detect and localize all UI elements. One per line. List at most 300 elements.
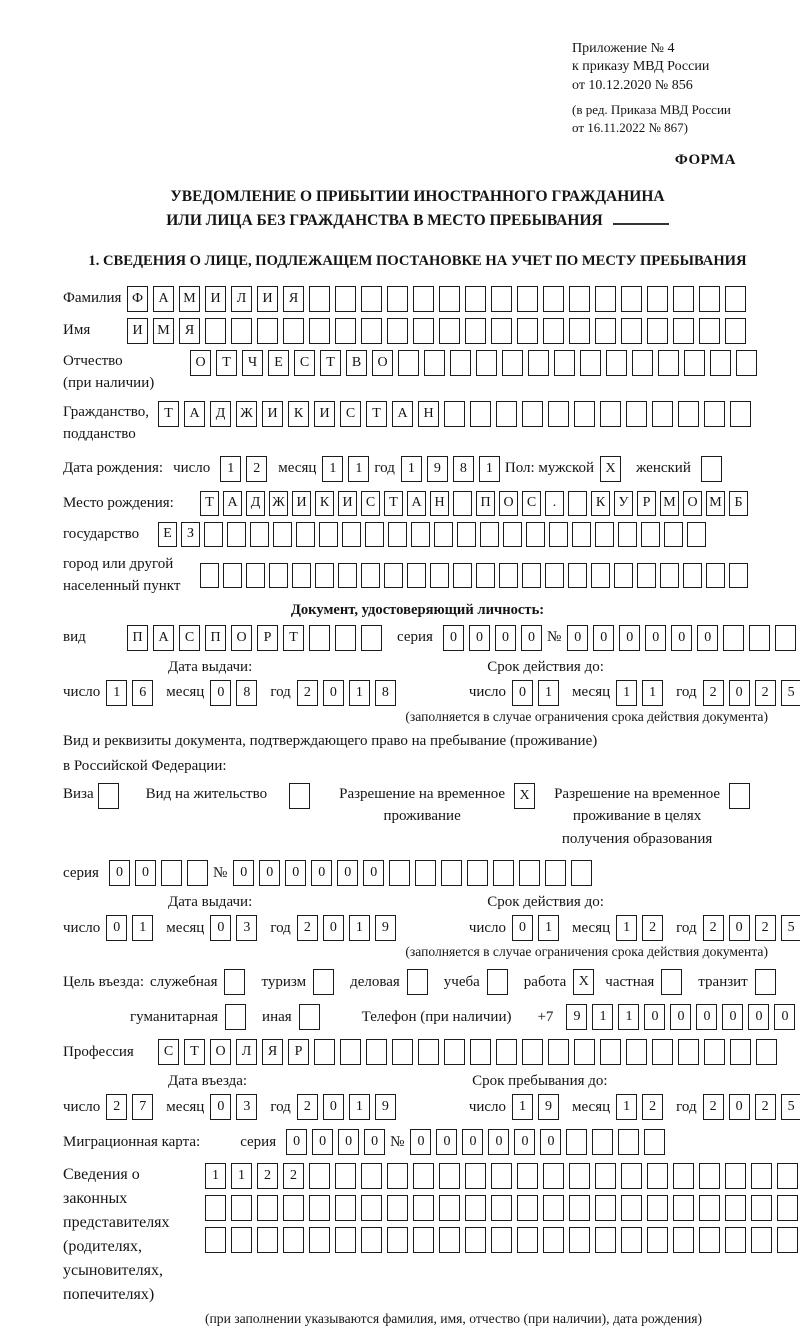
char-cell[interactable] xyxy=(522,1039,543,1065)
char-cell[interactable]: 2 xyxy=(257,1163,278,1189)
char-cell[interactable] xyxy=(621,318,642,344)
char-cell[interactable]: Р xyxy=(288,1039,309,1065)
char-cell[interactable] xyxy=(621,1227,642,1253)
char-cell[interactable] xyxy=(678,1039,699,1065)
char-cell[interactable]: В xyxy=(346,350,367,376)
char-cell[interactable]: 0 xyxy=(436,1129,457,1155)
char-cell[interactable] xyxy=(756,1039,777,1065)
char-cell[interactable] xyxy=(335,625,356,651)
char-cell[interactable]: Я xyxy=(179,318,200,344)
char-cell[interactable]: 2 xyxy=(106,1094,127,1120)
char-cell[interactable] xyxy=(545,860,566,886)
birth-place-city-field[interactable] xyxy=(200,563,752,588)
char-cell[interactable] xyxy=(450,350,471,376)
char-cell[interactable] xyxy=(725,1195,746,1221)
char-cell[interactable] xyxy=(444,1039,465,1065)
char-cell[interactable] xyxy=(465,1163,486,1189)
char-cell[interactable] xyxy=(299,1004,320,1030)
char-cell[interactable]: 0 xyxy=(311,860,332,886)
char-cell[interactable]: Н xyxy=(418,401,439,427)
char-cell[interactable] xyxy=(647,1227,668,1253)
char-cell[interactable] xyxy=(491,286,512,312)
char-cell[interactable] xyxy=(231,318,252,344)
char-cell[interactable] xyxy=(574,401,595,427)
char-cell[interactable] xyxy=(387,1227,408,1253)
char-cell[interactable]: 0 xyxy=(593,625,614,651)
char-cell[interactable] xyxy=(204,522,223,547)
char-cell[interactable] xyxy=(519,860,540,886)
char-cell[interactable]: . xyxy=(545,491,564,516)
char-cell[interactable]: Т xyxy=(216,350,237,376)
char-cell[interactable]: М xyxy=(706,491,725,516)
char-cell[interactable]: 0 xyxy=(671,625,692,651)
char-cell[interactable] xyxy=(491,318,512,344)
char-cell[interactable] xyxy=(569,1163,590,1189)
char-cell[interactable] xyxy=(499,563,518,588)
char-cell[interactable]: 0 xyxy=(696,1004,717,1030)
char-cell[interactable] xyxy=(502,350,523,376)
char-cell[interactable]: И xyxy=(292,491,311,516)
char-cell[interactable] xyxy=(614,563,633,588)
stay-year-field[interactable] xyxy=(703,1094,800,1120)
char-cell[interactable] xyxy=(387,286,408,312)
char-cell[interactable]: 2 xyxy=(297,915,318,941)
char-cell[interactable] xyxy=(441,860,462,886)
char-cell[interactable] xyxy=(457,522,476,547)
char-cell[interactable] xyxy=(569,1227,590,1253)
char-cell[interactable] xyxy=(361,1163,382,1189)
char-cell[interactable] xyxy=(647,286,668,312)
char-cell[interactable] xyxy=(231,1227,252,1253)
char-cell[interactable] xyxy=(389,860,410,886)
char-cell[interactable] xyxy=(595,1227,616,1253)
char-cell[interactable]: М xyxy=(660,491,679,516)
doc-issue-year-field[interactable] xyxy=(297,680,401,706)
char-cell[interactable] xyxy=(730,401,751,427)
char-cell[interactable]: А xyxy=(184,401,205,427)
char-cell[interactable] xyxy=(777,1163,798,1189)
birth-day-field[interactable] xyxy=(220,456,272,482)
char-cell[interactable] xyxy=(704,401,725,427)
char-cell[interactable]: 0 xyxy=(259,860,280,886)
char-cell[interactable]: И xyxy=(257,286,278,312)
char-cell[interactable]: Ж xyxy=(269,491,288,516)
char-cell[interactable]: 1 xyxy=(322,456,343,482)
char-cell[interactable] xyxy=(545,563,564,588)
char-cell[interactable] xyxy=(225,1004,246,1030)
char-cell[interactable]: 1 xyxy=(349,1094,370,1120)
char-cell[interactable] xyxy=(548,401,569,427)
char-cell[interactable]: 0 xyxy=(462,1129,483,1155)
char-cell[interactable]: 2 xyxy=(755,680,776,706)
entry-day-field[interactable] xyxy=(106,1094,158,1120)
char-cell[interactable] xyxy=(647,1163,668,1189)
char-cell[interactable] xyxy=(644,1129,665,1155)
char-cell[interactable] xyxy=(652,401,673,427)
char-cell[interactable] xyxy=(699,1227,720,1253)
char-cell[interactable] xyxy=(439,318,460,344)
char-cell[interactable] xyxy=(699,286,720,312)
char-cell[interactable] xyxy=(361,625,382,651)
char-cell[interactable] xyxy=(517,1227,538,1253)
char-cell[interactable]: Т xyxy=(158,401,179,427)
char-cell[interactable]: 0 xyxy=(512,915,533,941)
char-cell[interactable] xyxy=(595,286,616,312)
char-cell[interactable] xyxy=(335,318,356,344)
char-cell[interactable]: 2 xyxy=(642,915,663,941)
char-cell[interactable]: М xyxy=(153,318,174,344)
citizenship-field[interactable] xyxy=(158,401,756,427)
char-cell[interactable]: С xyxy=(340,401,361,427)
char-cell[interactable]: П xyxy=(127,625,148,651)
char-cell[interactable] xyxy=(407,563,426,588)
char-cell[interactable] xyxy=(257,1195,278,1221)
char-cell[interactable]: О xyxy=(231,625,252,651)
char-cell[interactable] xyxy=(673,318,694,344)
char-cell[interactable]: 1 xyxy=(616,915,637,941)
char-cell[interactable]: 0 xyxy=(337,860,358,886)
legal-reps-field-row2[interactable] xyxy=(205,1195,800,1221)
char-cell[interactable] xyxy=(392,1039,413,1065)
char-cell[interactable]: О xyxy=(683,491,702,516)
char-cell[interactable]: 0 xyxy=(323,915,344,941)
char-cell[interactable] xyxy=(664,522,683,547)
char-cell[interactable]: С xyxy=(361,491,380,516)
char-cell[interactable]: У xyxy=(614,491,633,516)
char-cell[interactable]: 0 xyxy=(514,1129,535,1155)
char-cell[interactable] xyxy=(528,350,549,376)
char-cell[interactable] xyxy=(621,1195,642,1221)
char-cell[interactable] xyxy=(621,1163,642,1189)
char-cell[interactable]: X xyxy=(514,783,535,809)
char-cell[interactable] xyxy=(503,522,522,547)
char-cell[interactable] xyxy=(595,1195,616,1221)
purpose-tourism-checkbox[interactable] xyxy=(313,969,339,995)
res-valid-day-field[interactable] xyxy=(512,915,564,941)
char-cell[interactable] xyxy=(480,522,499,547)
char-cell[interactable] xyxy=(543,1163,564,1189)
char-cell[interactable] xyxy=(725,1227,746,1253)
char-cell[interactable]: З xyxy=(181,522,200,547)
char-cell[interactable] xyxy=(652,1039,673,1065)
doc-valid-month-field[interactable] xyxy=(616,680,668,706)
char-cell[interactable]: 0 xyxy=(323,680,344,706)
char-cell[interactable] xyxy=(439,286,460,312)
char-cell[interactable] xyxy=(470,401,491,427)
entry-month-field[interactable] xyxy=(210,1094,262,1120)
legal-reps-field-row1[interactable] xyxy=(205,1163,800,1189)
char-cell[interactable] xyxy=(289,783,310,809)
char-cell[interactable] xyxy=(476,350,497,376)
char-cell[interactable]: 6 xyxy=(132,680,153,706)
char-cell[interactable] xyxy=(580,350,601,376)
char-cell[interactable] xyxy=(309,286,330,312)
char-cell[interactable] xyxy=(361,563,380,588)
char-cell[interactable] xyxy=(730,1039,751,1065)
char-cell[interactable] xyxy=(543,286,564,312)
char-cell[interactable]: И xyxy=(262,401,283,427)
char-cell[interactable]: Р xyxy=(257,625,278,651)
char-cell[interactable] xyxy=(98,783,119,809)
res-valid-year-field[interactable] xyxy=(703,915,800,941)
purpose-humanitarian-checkbox[interactable] xyxy=(225,1004,251,1030)
char-cell[interactable]: 3 xyxy=(236,915,257,941)
char-cell[interactable]: 0 xyxy=(645,625,666,651)
char-cell[interactable]: Т xyxy=(283,625,304,651)
char-cell[interactable] xyxy=(673,286,694,312)
char-cell[interactable]: О xyxy=(499,491,518,516)
char-cell[interactable] xyxy=(200,563,219,588)
char-cell[interactable]: 0 xyxy=(774,1004,795,1030)
char-cell[interactable] xyxy=(595,318,616,344)
char-cell[interactable] xyxy=(491,1227,512,1253)
char-cell[interactable]: 2 xyxy=(642,1094,663,1120)
doc-issue-month-field[interactable] xyxy=(210,680,262,706)
char-cell[interactable] xyxy=(283,1195,304,1221)
char-cell[interactable] xyxy=(522,563,541,588)
char-cell[interactable] xyxy=(296,522,315,547)
char-cell[interactable] xyxy=(361,1227,382,1253)
char-cell[interactable] xyxy=(309,625,330,651)
char-cell[interactable] xyxy=(574,1039,595,1065)
char-cell[interactable] xyxy=(749,625,770,651)
char-cell[interactable] xyxy=(407,969,428,995)
char-cell[interactable] xyxy=(543,318,564,344)
char-cell[interactable] xyxy=(661,969,682,995)
purpose-official-checkbox[interactable] xyxy=(224,969,250,995)
char-cell[interactable] xyxy=(444,401,465,427)
char-cell[interactable] xyxy=(751,1195,772,1221)
char-cell[interactable] xyxy=(725,286,746,312)
char-cell[interactable] xyxy=(569,286,590,312)
char-cell[interactable]: А xyxy=(153,286,174,312)
char-cell[interactable]: 0 xyxy=(748,1004,769,1030)
char-cell[interactable]: 9 xyxy=(375,1094,396,1120)
char-cell[interactable]: С xyxy=(158,1039,179,1065)
char-cell[interactable] xyxy=(365,522,384,547)
char-cell[interactable]: Т xyxy=(200,491,219,516)
char-cell[interactable] xyxy=(335,286,356,312)
char-cell[interactable] xyxy=(595,522,614,547)
char-cell[interactable] xyxy=(493,860,514,886)
char-cell[interactable]: 1 xyxy=(106,680,127,706)
char-cell[interactable]: 0 xyxy=(210,915,231,941)
purpose-study-checkbox[interactable] xyxy=(487,969,513,995)
char-cell[interactable] xyxy=(626,401,647,427)
purpose-private-checkbox[interactable] xyxy=(661,969,687,995)
char-cell[interactable]: 2 xyxy=(297,680,318,706)
char-cell[interactable]: 1 xyxy=(538,915,559,941)
char-cell[interactable]: 0 xyxy=(323,1094,344,1120)
char-cell[interactable] xyxy=(736,350,757,376)
char-cell[interactable]: П xyxy=(205,625,226,651)
char-cell[interactable] xyxy=(283,318,304,344)
char-cell[interactable] xyxy=(647,1195,668,1221)
char-cell[interactable] xyxy=(706,563,725,588)
char-cell[interactable] xyxy=(413,1163,434,1189)
char-cell[interactable] xyxy=(701,456,722,482)
char-cell[interactable]: Ф xyxy=(127,286,148,312)
sex-female-checkbox[interactable] xyxy=(701,456,727,482)
char-cell[interactable] xyxy=(751,1227,772,1253)
char-cell[interactable] xyxy=(683,563,702,588)
char-cell[interactable] xyxy=(388,522,407,547)
char-cell[interactable]: 2 xyxy=(703,915,724,941)
char-cell[interactable]: Т xyxy=(320,350,341,376)
char-cell[interactable]: 0 xyxy=(210,1094,231,1120)
char-cell[interactable] xyxy=(522,401,543,427)
char-cell[interactable]: 1 xyxy=(205,1163,226,1189)
char-cell[interactable] xyxy=(569,318,590,344)
char-cell[interactable] xyxy=(411,522,430,547)
char-cell[interactable] xyxy=(704,1039,725,1065)
char-cell[interactable]: А xyxy=(223,491,242,516)
char-cell[interactable] xyxy=(387,1195,408,1221)
char-cell[interactable] xyxy=(292,563,311,588)
char-cell[interactable] xyxy=(496,1039,517,1065)
res-issue-day-field[interactable] xyxy=(106,915,158,941)
char-cell[interactable]: 8 xyxy=(236,680,257,706)
char-cell[interactable]: А xyxy=(407,491,426,516)
char-cell[interactable]: Я xyxy=(283,286,304,312)
char-cell[interactable]: 1 xyxy=(592,1004,613,1030)
char-cell[interactable]: Т xyxy=(366,401,387,427)
char-cell[interactable]: 1 xyxy=(616,680,637,706)
doc-valid-day-field[interactable] xyxy=(512,680,564,706)
char-cell[interactable] xyxy=(453,563,472,588)
birth-place-state2-field[interactable] xyxy=(158,522,710,547)
char-cell[interactable] xyxy=(465,1195,486,1221)
char-cell[interactable] xyxy=(205,1195,226,1221)
char-cell[interactable] xyxy=(626,1039,647,1065)
purpose-other-checkbox[interactable] xyxy=(299,1004,325,1030)
char-cell[interactable] xyxy=(777,1227,798,1253)
char-cell[interactable]: К xyxy=(315,491,334,516)
char-cell[interactable] xyxy=(517,1163,538,1189)
char-cell[interactable] xyxy=(606,350,627,376)
char-cell[interactable]: 2 xyxy=(755,915,776,941)
char-cell[interactable] xyxy=(413,1195,434,1221)
char-cell[interactable]: 1 xyxy=(401,456,422,482)
mig-number-field[interactable] xyxy=(410,1129,670,1155)
purpose-work-checkbox[interactable] xyxy=(573,969,599,995)
char-cell[interactable]: О xyxy=(210,1039,231,1065)
char-cell[interactable] xyxy=(161,860,182,886)
char-cell[interactable] xyxy=(496,401,517,427)
char-cell[interactable]: А xyxy=(392,401,413,427)
char-cell[interactable] xyxy=(430,563,449,588)
char-cell[interactable]: И xyxy=(314,401,335,427)
char-cell[interactable] xyxy=(387,1163,408,1189)
temp-edu-checkbox[interactable] xyxy=(729,783,755,809)
char-cell[interactable] xyxy=(465,318,486,344)
char-cell[interactable]: Е xyxy=(158,522,177,547)
char-cell[interactable] xyxy=(314,1039,335,1065)
char-cell[interactable]: 0 xyxy=(364,1129,385,1155)
char-cell[interactable] xyxy=(600,401,621,427)
char-cell[interactable] xyxy=(673,1227,694,1253)
char-cell[interactable]: 1 xyxy=(512,1094,533,1120)
char-cell[interactable] xyxy=(361,286,382,312)
char-cell[interactable]: Н xyxy=(430,491,449,516)
char-cell[interactable] xyxy=(487,969,508,995)
entry-year-field[interactable] xyxy=(297,1094,401,1120)
char-cell[interactable]: 8 xyxy=(453,456,474,482)
char-cell[interactable] xyxy=(729,783,750,809)
char-cell[interactable] xyxy=(257,318,278,344)
purpose-business-checkbox[interactable] xyxy=(407,969,433,995)
char-cell[interactable] xyxy=(755,969,776,995)
char-cell[interactable]: 0 xyxy=(109,860,130,886)
char-cell[interactable]: И xyxy=(205,286,226,312)
char-cell[interactable] xyxy=(543,1227,564,1253)
char-cell[interactable] xyxy=(729,563,748,588)
temp-residence-checkbox[interactable] xyxy=(514,783,540,809)
char-cell[interactable] xyxy=(699,1163,720,1189)
doc-number-field[interactable] xyxy=(567,625,800,651)
char-cell[interactable]: 0 xyxy=(619,625,640,651)
char-cell[interactable] xyxy=(637,563,656,588)
char-cell[interactable] xyxy=(476,563,495,588)
char-cell[interactable]: X xyxy=(573,969,594,995)
char-cell[interactable]: С xyxy=(294,350,315,376)
char-cell[interactable] xyxy=(568,491,587,516)
char-cell[interactable] xyxy=(465,286,486,312)
char-cell[interactable] xyxy=(699,1195,720,1221)
char-cell[interactable]: 2 xyxy=(283,1163,304,1189)
char-cell[interactable] xyxy=(439,1195,460,1221)
char-cell[interactable] xyxy=(309,318,330,344)
char-cell[interactable] xyxy=(283,1227,304,1253)
char-cell[interactable] xyxy=(621,286,642,312)
char-cell[interactable]: 0 xyxy=(488,1129,509,1155)
char-cell[interactable]: 0 xyxy=(670,1004,691,1030)
char-cell[interactable] xyxy=(439,1227,460,1253)
char-cell[interactable]: Д xyxy=(210,401,231,427)
char-cell[interactable] xyxy=(568,563,587,588)
char-cell[interactable]: Е xyxy=(268,350,289,376)
visa-checkbox[interactable] xyxy=(98,783,124,809)
char-cell[interactable]: 5 xyxy=(781,680,800,706)
char-cell[interactable] xyxy=(572,522,591,547)
char-cell[interactable]: 2 xyxy=(703,680,724,706)
char-cell[interactable]: Л xyxy=(236,1039,257,1065)
char-cell[interactable]: 2 xyxy=(703,1094,724,1120)
char-cell[interactable]: 0 xyxy=(469,625,490,651)
char-cell[interactable]: 1 xyxy=(132,915,153,941)
char-cell[interactable]: X xyxy=(600,456,621,482)
char-cell[interactable] xyxy=(415,860,436,886)
char-cell[interactable]: М xyxy=(179,286,200,312)
char-cell[interactable]: 1 xyxy=(479,456,500,482)
char-cell[interactable]: 0 xyxy=(210,680,231,706)
char-cell[interactable]: П xyxy=(476,491,495,516)
char-cell[interactable]: Р xyxy=(637,491,656,516)
char-cell[interactable] xyxy=(491,1163,512,1189)
char-cell[interactable]: 2 xyxy=(755,1094,776,1120)
char-cell[interactable]: 1 xyxy=(616,1094,637,1120)
char-cell[interactable] xyxy=(554,350,575,376)
char-cell[interactable] xyxy=(205,1227,226,1253)
purpose-transit-checkbox[interactable] xyxy=(755,969,781,995)
surname-field[interactable] xyxy=(127,286,751,312)
sex-male-checkbox[interactable] xyxy=(600,456,626,482)
char-cell[interactable] xyxy=(227,522,246,547)
char-cell[interactable] xyxy=(566,1129,587,1155)
res-issue-month-field[interactable] xyxy=(210,915,262,941)
char-cell[interactable] xyxy=(335,1227,356,1253)
char-cell[interactable] xyxy=(660,563,679,588)
